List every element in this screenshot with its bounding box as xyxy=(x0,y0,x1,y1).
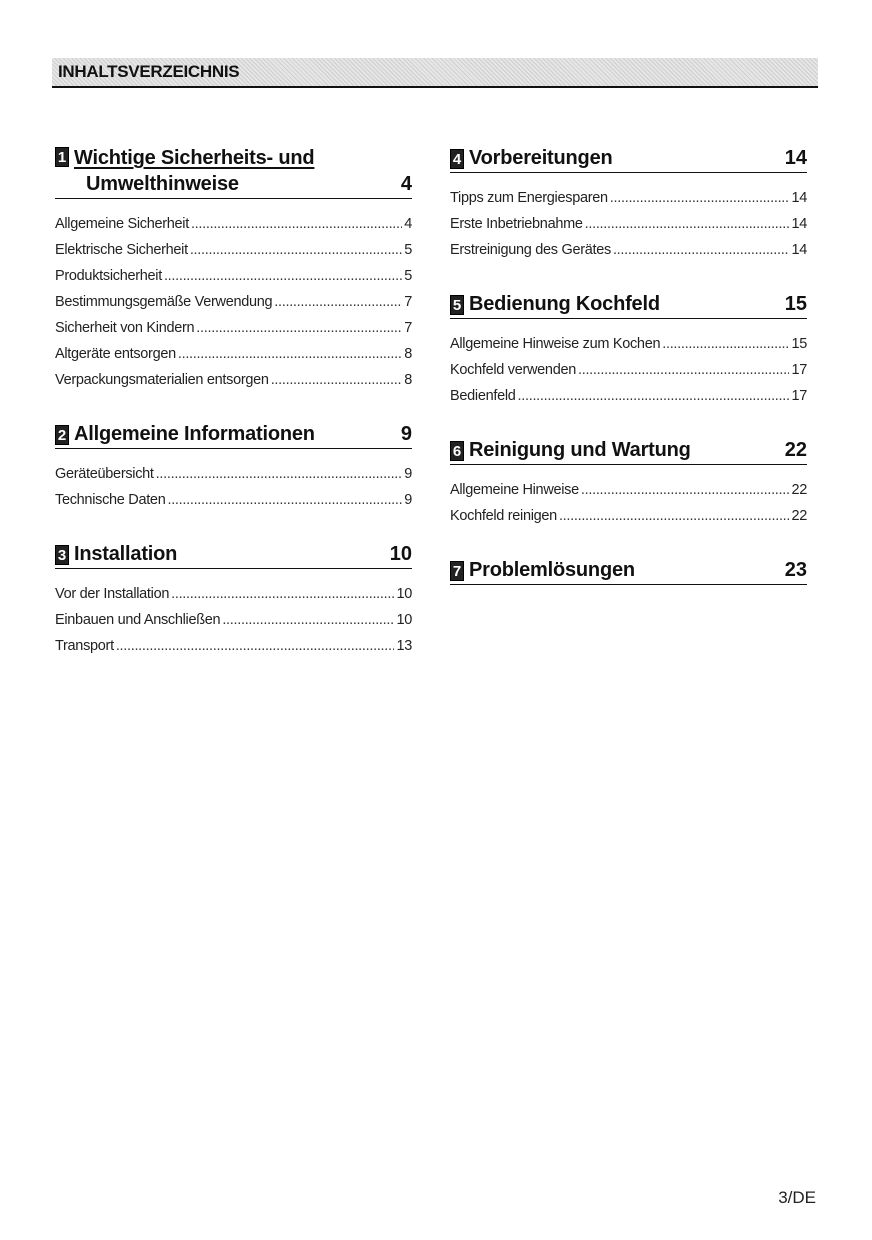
section-title-text: Reinigung und Wartung xyxy=(469,439,691,461)
section-page-number: 23 xyxy=(784,559,807,581)
section-title[interactable] xyxy=(450,557,807,585)
leader-dots xyxy=(222,607,394,633)
section-title-text: Problemlösungen xyxy=(469,559,635,581)
toc-entry[interactable] xyxy=(55,341,412,367)
leader-dots xyxy=(274,289,402,315)
toc-entry[interactable] xyxy=(450,237,807,263)
section-title-line1: Wichtige Sicherheits- und xyxy=(74,147,315,169)
toc-entry[interactable] xyxy=(55,237,412,263)
leader-dots xyxy=(271,367,403,393)
toc-entry[interactable] xyxy=(55,487,412,513)
leader-dots xyxy=(196,315,402,341)
toc-header-bar xyxy=(52,58,818,88)
entry-page: 9 xyxy=(404,492,412,508)
leader-dots xyxy=(171,581,394,607)
toc-entry[interactable] xyxy=(450,357,807,383)
leader-dots xyxy=(167,487,402,513)
toc-section-2 xyxy=(55,421,412,513)
entry-page: 22 xyxy=(791,482,807,498)
entry-label: Transport xyxy=(55,638,114,654)
toc-entry[interactable] xyxy=(450,383,807,409)
section-entries xyxy=(55,461,412,513)
section-title[interactable] xyxy=(450,145,807,173)
section-title-text: Bedienung Kochfeld xyxy=(469,293,660,315)
toc-entry[interactable] xyxy=(55,581,412,607)
section-number-badge: 1 xyxy=(55,147,69,167)
leader-dots xyxy=(164,263,402,289)
section-number-badge: 7 xyxy=(450,561,464,581)
section-entries xyxy=(450,185,807,263)
toc-section-7 xyxy=(450,557,807,585)
section-page-number: 10 xyxy=(389,543,412,565)
toc-section-3 xyxy=(55,541,412,659)
toc-entry[interactable] xyxy=(450,477,807,503)
entry-label: Verpackungsmaterialien entsorgen xyxy=(55,372,269,388)
section-title[interactable] xyxy=(55,145,412,199)
entry-label: Bedienfeld xyxy=(450,388,516,404)
section-number-badge: 2 xyxy=(55,425,69,445)
entry-label: Bestimmungsgemäße Verwendung xyxy=(55,294,273,310)
toc-heading: INHALTSVERZEICHNIS xyxy=(58,62,240,81)
toc-entry[interactable] xyxy=(450,331,807,357)
entry-label: Sicherheit von Kindern xyxy=(55,320,195,336)
section-page-number: 22 xyxy=(784,439,807,461)
section-number-badge: 3 xyxy=(55,545,69,565)
leader-dots xyxy=(156,461,403,487)
entry-label: Tipps zum Energiesparen xyxy=(450,190,608,206)
entry-label: Einbauen und Anschließen xyxy=(55,612,221,628)
entry-page: 7 xyxy=(404,320,412,336)
section-title-text: Allgemeine Informationen xyxy=(74,423,315,445)
toc-column-right xyxy=(450,145,807,613)
entry-label: Produktsicherheit xyxy=(55,268,162,284)
entry-label: Allgemeine Hinweise zum Kochen xyxy=(450,336,661,352)
toc-entry[interactable] xyxy=(55,263,412,289)
section-entries xyxy=(55,581,412,659)
leader-dots xyxy=(190,237,402,263)
section-title-text: Installation xyxy=(74,543,178,565)
entry-label: Vor der Installation xyxy=(55,586,170,602)
section-title[interactable] xyxy=(55,541,412,569)
leader-dots xyxy=(559,503,790,529)
entry-label: Allgemeine Sicherheit xyxy=(55,216,189,232)
toc-entry[interactable] xyxy=(55,461,412,487)
entry-page: 14 xyxy=(791,216,807,232)
section-title-line2: Umwelthinweise xyxy=(86,173,239,195)
toc-section-5 xyxy=(450,291,807,409)
section-number-badge: 5 xyxy=(450,295,464,315)
entry-label: Erstreinigung des Gerätes xyxy=(450,242,611,258)
entry-page: 22 xyxy=(791,508,807,524)
entry-page: 10 xyxy=(396,586,412,602)
leader-dots xyxy=(613,237,790,263)
section-number-badge: 4 xyxy=(450,149,464,169)
leader-dots xyxy=(178,341,402,367)
toc-entry[interactable] xyxy=(450,503,807,529)
entry-page: 9 xyxy=(404,466,412,482)
section-title[interactable] xyxy=(55,421,412,449)
section-page-number: 14 xyxy=(784,147,807,169)
entry-label: Kochfeld reinigen xyxy=(450,508,557,524)
toc-section-4 xyxy=(450,145,807,263)
entry-page: 13 xyxy=(396,638,412,654)
leader-dots xyxy=(191,211,402,237)
toc-section-1 xyxy=(55,145,412,393)
section-title[interactable] xyxy=(450,437,807,465)
leader-dots xyxy=(581,477,790,503)
toc-section-6 xyxy=(450,437,807,529)
entry-page: 5 xyxy=(404,242,412,258)
section-page-number: 9 xyxy=(400,423,412,445)
entry-page: 8 xyxy=(404,372,412,388)
toc-column-left xyxy=(55,145,412,687)
entry-page: 10 xyxy=(396,612,412,628)
entry-page: 14 xyxy=(791,190,807,206)
toc-entry[interactable] xyxy=(450,211,807,237)
entry-page: 5 xyxy=(404,268,412,284)
toc-entry[interactable] xyxy=(450,185,807,211)
toc-entry[interactable] xyxy=(55,211,412,237)
entry-label: Altgeräte entsorgen xyxy=(55,346,176,362)
entry-label: Elektrische Sicherheit xyxy=(55,242,188,258)
entry-page: 17 xyxy=(791,388,807,404)
page-number-footer: 3/DE xyxy=(778,1188,816,1207)
section-entries xyxy=(55,211,412,393)
leader-dots xyxy=(585,211,790,237)
toc-entry[interactable] xyxy=(55,367,412,393)
leader-dots xyxy=(116,633,395,659)
section-title[interactable] xyxy=(450,291,807,319)
entry-label: Erste Inbetriebnahme xyxy=(450,216,583,232)
entry-page: 17 xyxy=(791,362,807,378)
entry-page: 15 xyxy=(791,336,807,352)
entry-page: 7 xyxy=(404,294,412,310)
entry-page: 14 xyxy=(791,242,807,258)
section-page-number: 4 xyxy=(400,173,412,195)
leader-dots xyxy=(662,331,789,357)
toc-entry[interactable] xyxy=(55,289,412,315)
section-entries xyxy=(450,331,807,409)
entry-label: Technische Daten xyxy=(55,492,166,508)
section-number-badge: 6 xyxy=(450,441,464,461)
entry-label: Kochfeld verwenden xyxy=(450,362,576,378)
toc-entry[interactable] xyxy=(55,633,412,659)
leader-dots xyxy=(518,383,790,409)
entry-page: 4 xyxy=(404,216,412,232)
entry-page: 8 xyxy=(404,346,412,362)
section-entries xyxy=(450,477,807,529)
leader-dots xyxy=(578,357,789,383)
toc-entry[interactable] xyxy=(55,607,412,633)
entry-label: Geräteübersicht xyxy=(55,466,154,482)
entry-label: Allgemeine Hinweise xyxy=(450,482,579,498)
section-title-text: Vorbereitungen xyxy=(469,147,613,169)
toc-entry[interactable] xyxy=(55,315,412,341)
section-page-number: 15 xyxy=(784,293,807,315)
leader-dots xyxy=(610,185,790,211)
